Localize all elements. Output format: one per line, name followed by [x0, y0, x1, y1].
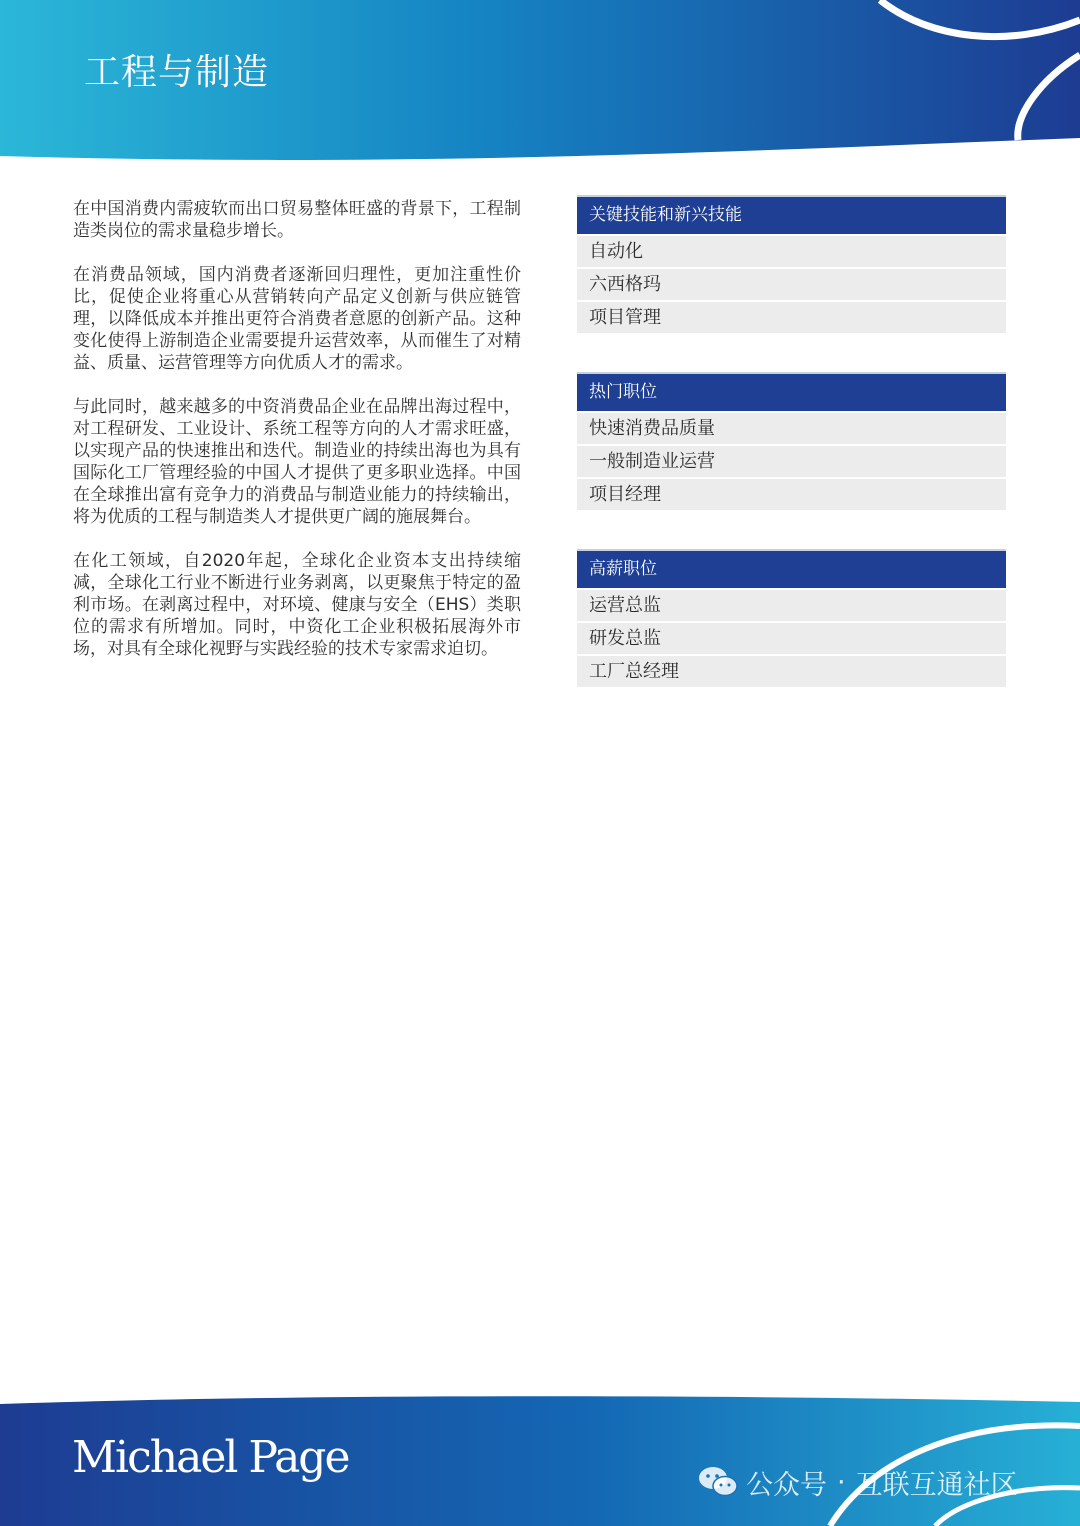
wechat-icon	[698, 1464, 738, 1500]
list-item: 自动化	[577, 234, 1006, 267]
list-item: 项目经理	[577, 477, 1006, 510]
high-salary-box	[577, 549, 1006, 687]
box-title: 关键技能和新兴技能	[577, 195, 1006, 234]
list-item: 运营总监	[577, 588, 1006, 621]
list-item: 工厂总经理	[577, 654, 1006, 687]
list-item: 研发总监	[577, 621, 1006, 654]
watermark-dot: ·	[837, 1466, 846, 1498]
hot-jobs-box	[577, 372, 1006, 510]
box-title: 高薪职位	[577, 549, 1006, 588]
box-title: 热门职位	[577, 372, 1006, 411]
header-banner	[0, 0, 1080, 170]
watermark	[698, 1462, 1018, 1502]
list-item: 快速消费品质量	[577, 411, 1006, 444]
list-item: 一般制造业运营	[577, 444, 1006, 477]
paragraph: 在化工领域，自2020年起，全球化企业资本支出持续缩减，全球化工行业不断进行业务剥离，以更聚焦于特定的盈利市场。在剥离过程中，对环境、健康与安全（EHS）类职位的需求有所增加。同时，中资化工企业积极拓展海外市场，对具有全球化视野与实践经验的技术专家需求迫切。	[73, 551, 521, 659]
page-title: 工程与制造	[84, 52, 270, 93]
list-item: 六西格玛	[577, 267, 1006, 300]
skills-box	[577, 195, 1006, 333]
watermark-name: 互联互通社区	[855, 1469, 1018, 1501]
paragraph: 在中国消费内需疲软而出口贸易整体旺盛的背景下，工程制造类岗位的需求量稳步增长。	[73, 199, 521, 241]
body-text	[73, 198, 521, 682]
list-item: 项目管理	[577, 300, 1006, 333]
paragraph: 与此同时，越来越多的中资消费品企业在品牌出海过程中，对工程研发、工业设计、系统工程等方向的人才需求旺盛，以实现产品的快速推出和迭代。制造业的持续出海也为具有国际化工厂管理经验的中国人才提供了更多职业选择。中国在全球推出富有竞争力的消费品与制造业能力的持续输出，将为优质的工程与制造类人才提供更广阔的施展舞台。	[73, 397, 521, 527]
michael-page-logo: Michael Page	[72, 1432, 349, 1483]
watermark-prefix: 公众号	[746, 1469, 827, 1501]
paragraph: 在消费品领域，国内消费者逐渐回归理性，更加注重性价比，促使企业将重心从营销转向产品定义创新与供应链管理，以降低成本并推出更符合消费者意愿的创新产品。这种变化使得上游制造企业需要提升运营效率，从而催生了对精益、质量、运营管理等方向优质人才的需求。	[73, 265, 521, 373]
